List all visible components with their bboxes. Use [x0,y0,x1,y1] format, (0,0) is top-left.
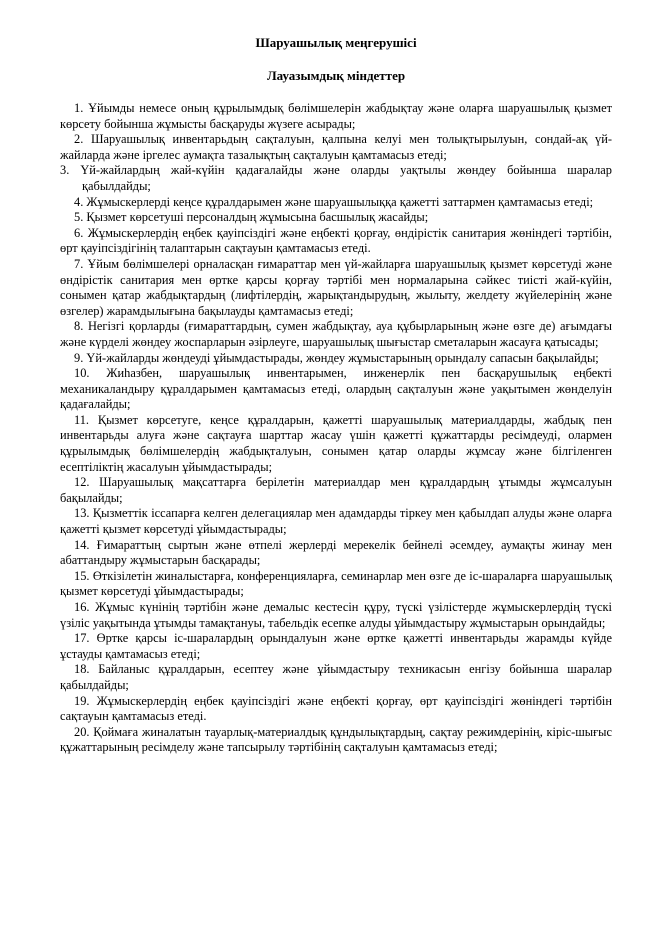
duty-number: 6. [74,225,84,240]
duty-text: Негізгі қорларды (ғимараттардың, сумен жабдықтау, ауа құбырларының және өзге де) ағымдағы және күрделі жөндеу жоспарларын әзірлеуге, шаруашылық шығыстар сметаларын жасауға қатысады; [60,319,612,349]
duty-item-4 [60,195,612,211]
duty-number: 11. [74,412,90,427]
duty-text: Қызметтік іссапарға келген делегациялар мен адамдарды тіркеу мен қабылдап алуды және оларға қажетті қызмет көрсетуді ұйымдастырады; [60,506,612,537]
duty-number: 18. [74,662,90,677]
duty-item-9 [60,351,612,367]
duty-text: Шаруашылық инвентарьдың сақталуын, қалпына келуі мен толықтырылуын, сондай-ақ үй-жайларда және іргелес аумақта тазалықтың сақталуын қамтамасыз етеді; [60,132,612,162]
duty-number: 16. [74,600,90,614]
duty-text: Шаруашылық мақсаттарға берілетін материалдар мен құралдардың ұтымды жұмсалуын бақылайды; [60,475,612,505]
duty-text: Жұмыскерлердің еңбек қауіпсіздігі және еңбекті қорғау, өндірістік санитария жөніндегі тәртібін, өрт қауіпсіздігінің талаптарын сақтауын қамтамасыз етеді. [60,225,612,256]
duty-number: 17. [74,631,90,646]
duty-text: Ұйым бөлімшелері орналасқан ғимараттар мен үй-жайларға шаруашылық қызмет көрсетуді және өндірістік санитария мен өртке қарсы қорғау тәртібі мен нормаларына сәйкес тиісті жай-күйін, сонымен қатар жабдықтардың (лифтілердің, жарықтандырудың, жылыту, желдету жүйелерінің және өзгелер) жарамдылығына бақылауды қамтамасыз етеді; [60,256,612,318]
duty-number: 15. [74,568,90,583]
duty-text: Жұмыскерлердің еңбек қауіпсіздігі және еңбекті қорғау, өрт қауіпсіздігі жөніндегі тәртібін сақтауын қамтамасыз етеді. [60,693,612,724]
duty-item-20 [60,725,612,756]
duty-item-3 [60,163,612,194]
duty-text: Ғимараттың сыртын және өтпелі жерлерді мерекелік бейнелі әсемдеу, аумақты жинау мен абаттандыру жұмыстарын басқарады; [60,537,612,568]
duty-item-15 [60,569,612,600]
duty-text: Жұмыскерлерді кеңсе құралдарымен және шаруашылыққа қажетті заттармен қамтамасыз етеді; [86,194,594,209]
duty-number: 19. [74,693,90,708]
duty-item-2 [60,132,612,163]
duty-item-16 [60,600,612,631]
duty-number: 10. [74,366,90,381]
duty-number: 5. [74,210,84,225]
duty-text: Байланыс құралдарын, есептеу және ұйымдастыру техникасын енгізу бойынша шаралар қабылдайды; [60,662,612,692]
duty-text: Қызмет көрсетуші персоналдың жұмысына басшылық жасайды; [86,210,429,225]
duty-item-17 [60,631,612,662]
duty-number: 8. [74,319,84,334]
duty-item-13 [60,506,612,537]
duty-number: 7. [74,256,84,271]
duty-text: Ұйымды немесе оның құрылымдық бөлімшелерін жабдықтау және оларға шаруашылық қызмет көрсету бойынша жұмысты басқаруды жүзеге асырады; [60,101,612,131]
duty-number: 3. [60,163,70,178]
duty-item-1 [60,101,612,132]
duty-text: Қоймаға жиналатын тауарлық-материалдық құндылықтардың, сақтау режимдерінің, кіріс-шығыс құжаттарының ресімделу және тапсырылу тәртібінің сақталуын қамтамасыз етеді; [60,724,612,755]
duty-number: 2. [74,132,84,147]
duty-item-18 [60,662,612,693]
duty-text: Қызмет көрсетуге, кеңсе құралдарын, қажетті шаруашылық материалдарды, жабдық пен инвентарьды алуға және сақтауға шарттар жасау үшін қажетті құжаттарды ресімдеуді, олармен құрылымдық бөлімшелердің жабдықталуын, сонымен қатар оларды жұмсау және білгіленген есептіліктің жасалуын ұйымдастырады; [60,412,612,474]
duty-text: Үй-жайларды жөндеуді ұйымдастырады, жөндеу жұмыстарының орындалу сапасын бақылайды; [86,350,599,365]
duty-number: 13. [74,506,90,521]
duty-number: 20. [74,724,90,739]
duty-item-8 [60,319,612,350]
duty-number: 9. [74,350,84,365]
duty-item-10 [60,366,612,413]
document-subtitle: Лауазымдық міндеттер [266,68,406,83]
duty-number: 12. [74,475,90,490]
duty-text: Жиһазбен, шаруашылық инвентарымен, инженерлік пен басқарушылық еңбекті механикаландыру құралдарымен қамтамасыз етеді, олардың сақталуын және уақытымен жөнделуін қадағалайды; [60,366,612,412]
duty-number: 14. [74,537,90,552]
document-title: Шаруашылық меңгерушісі [255,35,417,50]
duty-number: 4. [74,194,84,209]
duty-item-14 [60,538,612,569]
duty-text: Өртке қарсы іс-шаралардың орындалуын және өртке қажетті инвентарьды жарамды күйде ұстауды қамтамасыз етеді; [60,631,612,661]
duty-item-12 [60,475,612,506]
duty-item-6 [60,226,612,257]
duties-list [60,101,612,756]
duty-text: Үй-жайлардың жай-күйін қадағалайды және оларды уақтылы жөндеу бойынша шаралар қабылдайды; [80,163,612,193]
duty-number: 1. [74,101,84,115]
duty-item-5 [60,210,612,226]
duty-text: Өткізілетін жиналыстарға, конференцияларға, семинарлар мен өзге де іс-шараларға шаруашылық қызмет көрсетуді ұйымдастырады; [60,568,612,599]
duty-item-19 [60,694,612,725]
duty-item-11 [60,413,612,475]
duty-item-7 [60,257,612,319]
duty-text: Жұмыс күнінің тәртібін және демалыс кестесін құру, түскі үзілістерде жұмыскерлердің түскі үзіліс уақытында ұтымды тамақтануы, табельдік есепке алуды ұйымдастыру жұмыстарын орындайды; [60,600,612,630]
